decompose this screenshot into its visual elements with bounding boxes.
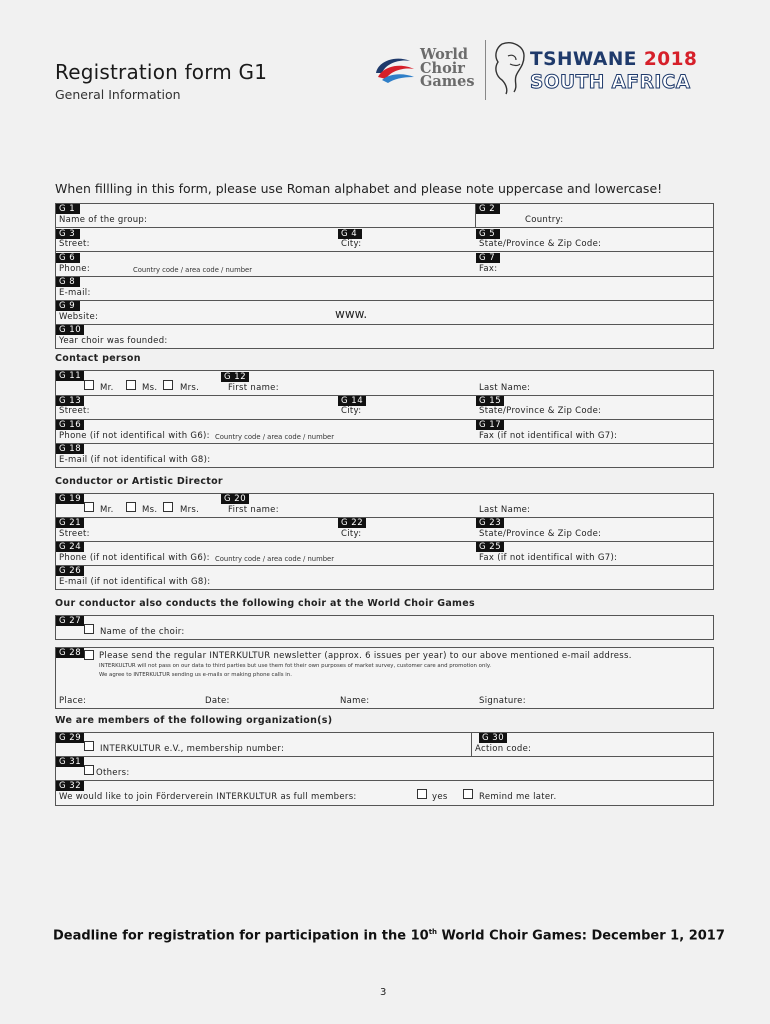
divider: [55, 756, 714, 757]
name-field[interactable]: Name:: [340, 696, 370, 706]
field-code-g14: G 14: [338, 396, 366, 406]
divider: [55, 565, 714, 566]
interkultur-member-checkbox[interactable]: [84, 741, 94, 751]
contact-first-name-field[interactable]: First name:: [228, 383, 279, 393]
field-code-g4: G 4: [338, 229, 362, 239]
registration-deadline: [53, 928, 725, 943]
field-code-g18: G 18: [56, 444, 84, 454]
conductor-state-zip-field[interactable]: State/Province & Zip Code:: [479, 529, 602, 539]
year-founded-field[interactable]: Year choir was founded:: [59, 336, 168, 346]
group-name-field[interactable]: Name of the group:: [59, 215, 148, 225]
signature-field[interactable]: Signature:: [479, 696, 526, 706]
contact-ms-checkbox[interactable]: [126, 380, 136, 390]
contact-ms-label: Ms.: [142, 383, 158, 393]
tshwane-2018-logo: [488, 40, 728, 100]
other-choir-name-field[interactable]: Name of the choir:: [100, 627, 185, 637]
contact-mr-label: Mr.: [100, 383, 114, 393]
others-checkbox[interactable]: [84, 765, 94, 775]
action-code-field[interactable]: Action code:: [475, 744, 532, 754]
contact-person-heading: Contact person: [55, 353, 141, 364]
contact-email-field[interactable]: E-mail (if not identifical with G8):: [59, 455, 211, 465]
field-code-g7: G 7: [476, 253, 500, 263]
contact-mr-checkbox[interactable]: [84, 380, 94, 390]
members-heading: We are members of the following organization(s): [55, 715, 333, 726]
country-field[interactable]: Country:: [525, 215, 564, 225]
conductor-mr-checkbox[interactable]: [84, 502, 94, 512]
page-subtitle: General Information: [55, 87, 181, 102]
page-title: Registration form G1: [55, 60, 268, 84]
contact-mrs-checkbox[interactable]: [163, 380, 173, 390]
conductor-email-field[interactable]: E-mail (if not identifical with G8):: [59, 577, 211, 587]
fax-field[interactable]: Fax:: [479, 264, 498, 274]
divider: [55, 780, 714, 781]
conductor-fax-field[interactable]: Fax (if not identifical with G7):: [479, 553, 618, 563]
join-yes-checkbox[interactable]: [417, 789, 427, 799]
contact-city-field[interactable]: City:: [341, 406, 362, 416]
field-code-g12: G 12: [221, 372, 249, 382]
field-code-g17: G 17: [476, 420, 504, 430]
field-code-g29: G 29: [56, 733, 84, 743]
field-code-g10: G 10: [56, 325, 84, 335]
website-field[interactable]: Website:: [59, 312, 99, 322]
divider: [55, 419, 714, 420]
divider: [55, 300, 714, 301]
conductor-phone-field[interactable]: Phone (if not identifical with G6):: [59, 553, 210, 563]
date-field[interactable]: Date:: [205, 696, 230, 706]
phone-field[interactable]: Phone:: [59, 264, 90, 274]
field-code-g27: G 27: [56, 616, 84, 626]
field-code-g30: G 30: [479, 733, 507, 743]
state-zip-field[interactable]: State/Province & Zip Code:: [479, 239, 602, 249]
membership-number-field[interactable]: INTERKULTUR e.V., membership number:: [100, 744, 285, 754]
field-code-g8: G 8: [56, 277, 80, 287]
divider: [55, 517, 714, 518]
conductor-last-name-field[interactable]: Last Name:: [479, 505, 531, 515]
contact-state-zip-field[interactable]: State/Province & Zip Code:: [479, 406, 602, 416]
field-code-g21: G 21: [56, 518, 84, 528]
conductor-mr-label: Mr.: [100, 505, 114, 515]
contact-street-field[interactable]: Street:: [59, 406, 90, 416]
email-field[interactable]: E-mail:: [59, 288, 91, 298]
field-code-g5: G 5: [476, 229, 500, 239]
wcg-line-3: Games: [420, 73, 475, 90]
conductor-mrs-checkbox[interactable]: [163, 502, 173, 512]
form-instructions: When fillling in this form, please use Roman alphabet and please note uppercase and lowercase!: [55, 181, 663, 196]
field-code-g19: G 19: [56, 494, 84, 504]
field-code-g28: G 28: [56, 648, 84, 658]
conductor-phone-hint: Country code / area code / number: [215, 555, 335, 563]
divider: [55, 227, 714, 228]
event-city: TSHWANE: [530, 49, 637, 70]
deadline-ordinal: th: [428, 928, 438, 936]
field-code-g26: G 26: [56, 566, 84, 576]
deadline-text-end: World Choir Games: December 1, 2017: [437, 928, 725, 944]
conductor-first-name-field[interactable]: First name:: [228, 505, 279, 515]
field-code-g9: G 9: [56, 301, 80, 311]
contact-phone-field[interactable]: Phone (if not identifical with G6):: [59, 431, 210, 441]
contact-phone-hint: Country code / area code / number: [215, 433, 335, 441]
conductor-ms-checkbox[interactable]: [126, 502, 136, 512]
page-number: 3: [380, 987, 387, 998]
field-code-g23: G 23: [476, 518, 504, 528]
logo-divider: [485, 40, 486, 100]
divider: [55, 324, 714, 325]
city-field[interactable]: City:: [341, 239, 362, 249]
newsletter-checkbox[interactable]: [84, 650, 94, 660]
remind-later-checkbox[interactable]: [463, 789, 473, 799]
event-country: SOUTH AFRICA: [530, 72, 691, 93]
conductor-ms-label: Ms.: [142, 505, 158, 515]
other-choir-checkbox[interactable]: [84, 624, 94, 634]
remind-later-label: Remind me later.: [479, 792, 557, 802]
field-code-g6: G 6: [56, 253, 80, 263]
field-code-g2: G 2: [476, 204, 500, 214]
divider: [55, 443, 714, 444]
place-field[interactable]: Place:: [59, 696, 87, 706]
field-code-g25: G 25: [476, 542, 504, 552]
conductor-heading: Conductor or Artistic Director: [55, 476, 223, 487]
field-code-g24: G 24: [56, 542, 84, 552]
field-code-g11: G 11: [56, 371, 84, 381]
field-code-g32: G 32: [56, 781, 84, 791]
newsletter-fineprint-2: We agree to INTERKULTUR sending us e-mails or making phone calls in.: [99, 672, 292, 678]
other-choir-heading: Our conductor also conducts the following choir at the World Choir Games: [55, 598, 475, 609]
field-code-g1: G 1: [56, 204, 80, 214]
field-code-g15: G 15: [476, 396, 504, 406]
website-prefix: www.: [335, 307, 368, 321]
deadline-text-start: Deadline for registration for participation in the 10: [53, 928, 429, 944]
event-year: 2018: [643, 49, 698, 70]
lion-icon: [488, 40, 528, 96]
field-code-g3: G 3: [56, 229, 80, 239]
join-yes-label: yes: [432, 792, 448, 802]
newsletter-consent-text: Please send the regular INTERKULTUR newsletter (approx. 6 issues per year) to our above mentioned e-mail address.: [99, 651, 632, 661]
contact-mrs-label: Mrs.: [180, 383, 200, 393]
divider: [55, 395, 714, 396]
contact-last-name-field[interactable]: Last Name:: [479, 383, 531, 393]
field-code-g16: G 16: [56, 420, 84, 430]
conductor-city-field[interactable]: City:: [341, 529, 362, 539]
conductor-mrs-label: Mrs.: [180, 505, 200, 515]
divider: [471, 732, 472, 756]
field-code-g13: G 13: [56, 396, 84, 406]
street-field[interactable]: Street:: [59, 239, 90, 249]
world-choir-games-logo: [372, 47, 482, 97]
wcg-line-2: Choir: [420, 59, 465, 77]
field-code-g22: G 22: [338, 518, 366, 528]
divider: [55, 276, 714, 277]
field-code-g20: G 20: [221, 494, 249, 504]
wcg-swirl-icon: [372, 53, 418, 89]
divider: [55, 251, 714, 252]
divider: [55, 541, 714, 542]
join-foerderverein-label: We would like to join Förderverein INTERKULTUR as full members:: [59, 792, 357, 802]
contact-fax-field[interactable]: Fax (if not identifical with G7):: [479, 431, 618, 441]
phone-format-hint: Country code / area code / number: [133, 266, 253, 274]
conductor-street-field[interactable]: Street:: [59, 529, 90, 539]
wcg-line-1: World: [420, 46, 469, 63]
others-field[interactable]: Others:: [96, 768, 130, 778]
newsletter-fineprint-1: INTERKULTUR will not pass on our data to third parties but use them fot their own purposes of market survey, customer care and promotion only.: [99, 663, 492, 669]
field-code-g31: G 31: [56, 757, 84, 767]
